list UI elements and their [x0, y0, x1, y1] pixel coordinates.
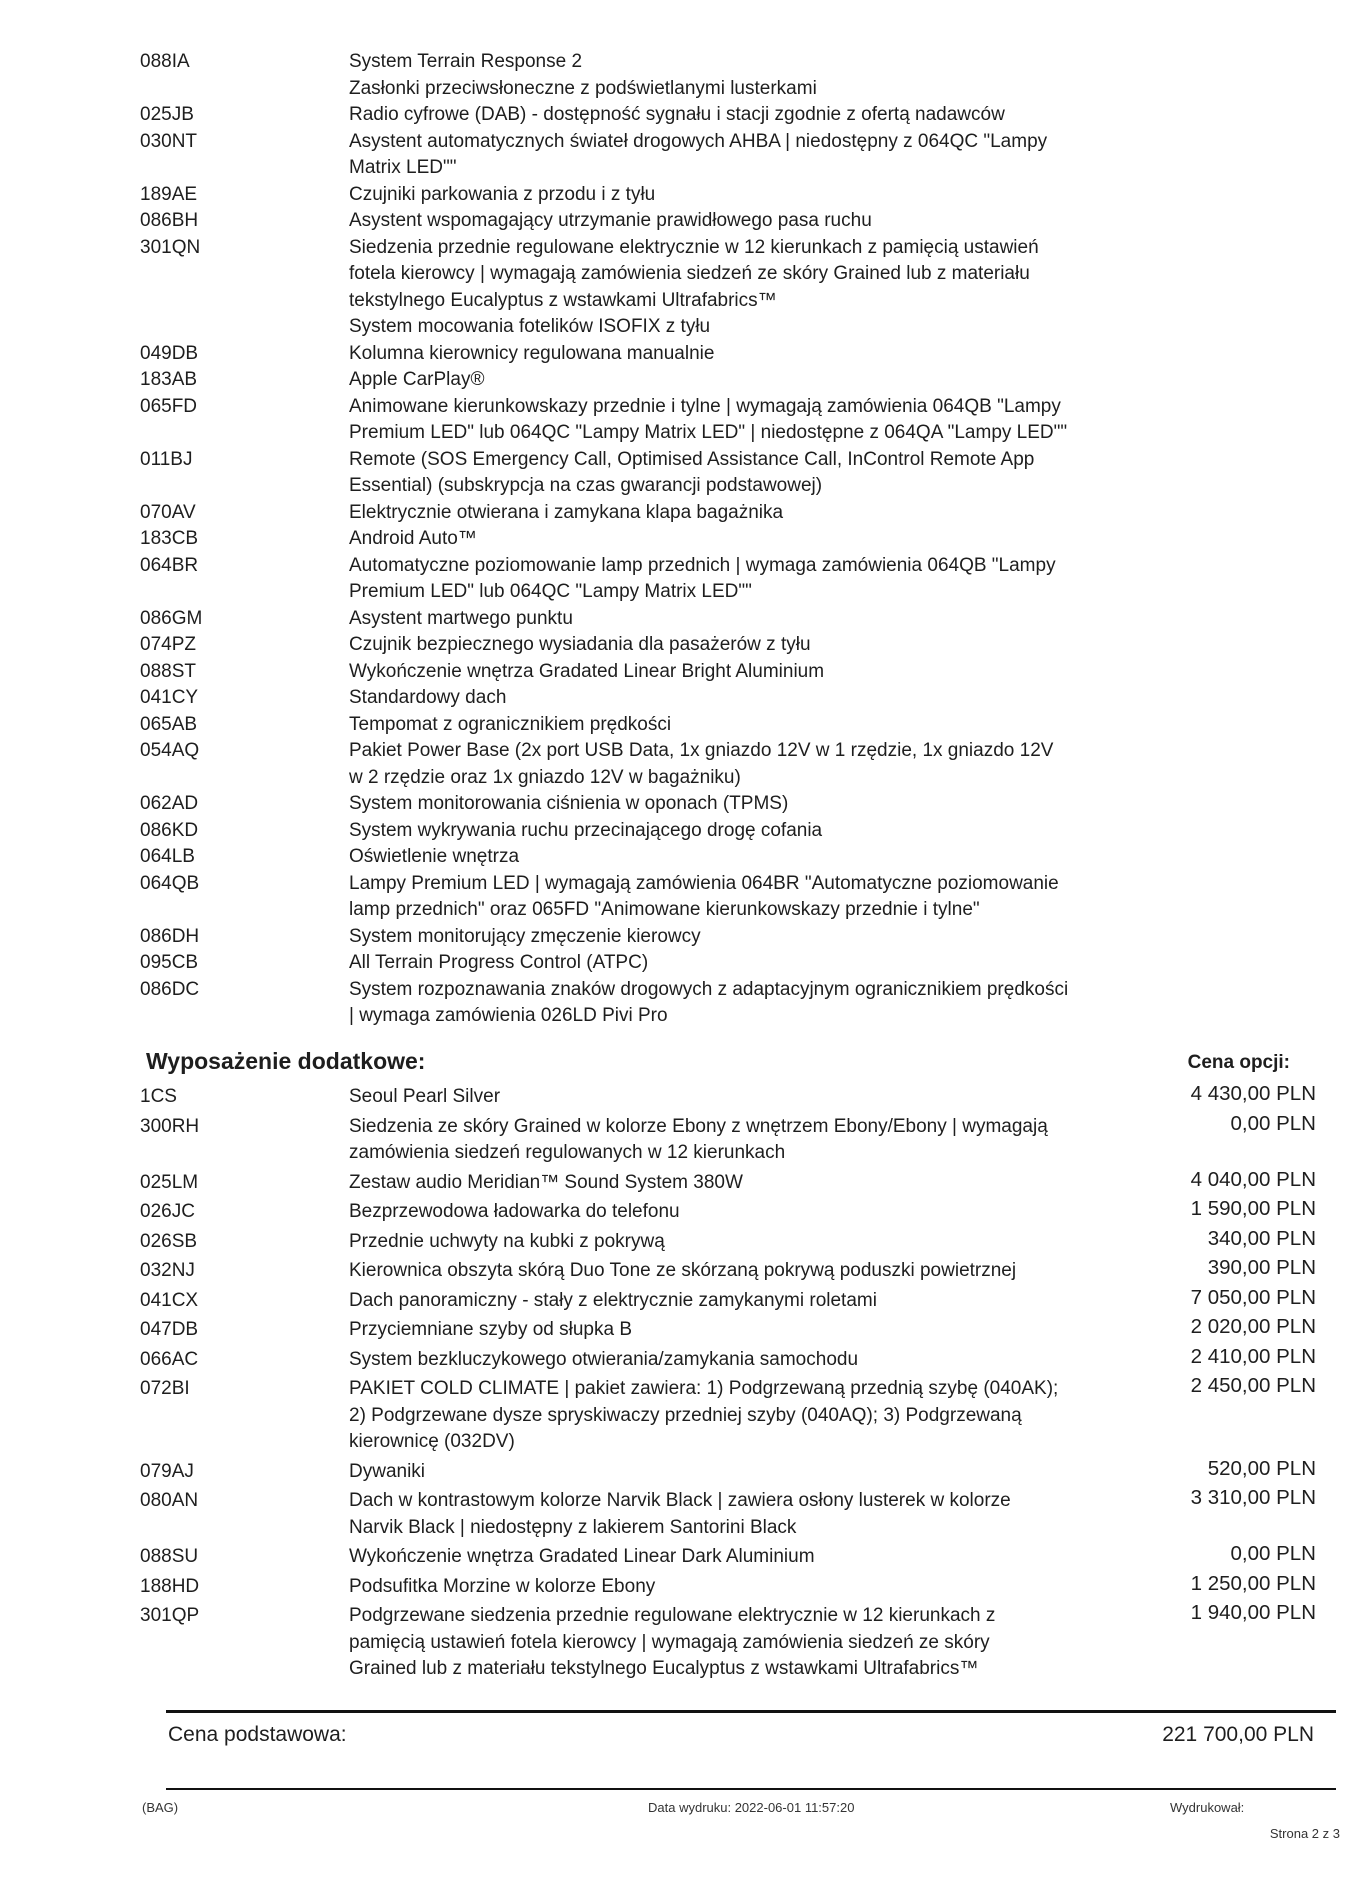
standard-item-description-line: System wykrywania ruchu przecinającego drogę cofania [349, 819, 823, 841]
optional-item-description [349, 1258, 1124, 1285]
standard-item-description-line: fotela kierowcy | wymagają zamówienia siedzeń ze skóry Grained lub z materiału [349, 263, 1030, 284]
optional-item-description-line: Dach w kontrastowym kolorze Narvik Black | zawiera osłony lusterek w kolorze [349, 1490, 1011, 1511]
base-price-label: Cena podstawowa: [168, 1723, 347, 1746]
standard-item-description-line: | wymaga zamówienia 026LD Pivi Pro [349, 1005, 668, 1026]
standard-item-code: 088IA [140, 51, 190, 72]
standard-item-description [349, 844, 1124, 871]
standard-item-description-line: Standardowy dach [349, 687, 507, 708]
optional-item-description-line: Dach panoramiczny - stały z elektrycznie zamykanymi roletami [349, 1289, 877, 1311]
standard-item-description-line: System Terrain Response 2 [349, 51, 583, 72]
footer-separator-line [166, 1788, 1336, 1790]
optional-item-price: 2 450,00 PLN [1190, 1374, 1316, 1397]
standard-item-code: 086KD [140, 819, 199, 841]
standard-item-description-line: Essential) (subskrypcja na czas gwarancji podstawowej) [349, 475, 823, 496]
optional-item-price: 3 310,00 PLN [1190, 1486, 1316, 1509]
standard-item-description-line: tekstylnego Eucalyptus z wstawkami Ultrafabrics™ [349, 289, 777, 311]
standard-item-description [349, 712, 1124, 739]
standard-item-description [349, 341, 1124, 368]
standard-item-description-line: Czujniki parkowania z przodu i z tyłu [349, 183, 656, 205]
standard-item-description [349, 924, 1124, 951]
standard-item-code: 064BR [140, 554, 199, 576]
standard-item-description [349, 659, 1124, 686]
standard-item-description [349, 685, 1124, 712]
optional-item-description [349, 1229, 1124, 1256]
optional-item-description-line: Siedzenia ze skóry Grained w kolorze Ebony z wnętrzem Ebony/Ebony | wymagają [349, 1115, 1048, 1137]
footer-print-date: Data wydruku: 2022-06-01 11:57:20 [648, 1800, 855, 1815]
standard-item-description-line: Radio cyfrowe (DAB) - dostępność sygnału i stacji zgodnie z ofertą nadawców [349, 104, 1005, 125]
optional-item-description-line: Bezprzewodowa ładowarka do telefonu [349, 1201, 680, 1222]
standard-item-description [349, 102, 1124, 129]
optional-item-description-line: kierownicę (032DV) [349, 1431, 515, 1452]
optional-item-code: 026SB [140, 1230, 198, 1252]
standard-item-code: 025JB [140, 104, 194, 125]
optional-item-code: 088SU [140, 1546, 199, 1567]
standard-item-code: 011BJ [140, 448, 193, 470]
optional-item-description-line: Zestaw audio Meridian™ Sound System 380W [349, 1171, 743, 1193]
standard-item-description-line: Premium LED" lub 064QC "Lampy Matrix LED"" [349, 581, 752, 602]
optional-item-code: 066AC [140, 1348, 199, 1370]
standard-item-description [349, 367, 1124, 394]
standard-item-code: 183AB [140, 369, 198, 390]
standard-item-description-line: w 2 rzędzie oraz 1x gniazdo 12V w bagażniku) [349, 766, 741, 788]
standard-item-description [349, 553, 1124, 606]
optional-item-description-line: zamówienia siedzeń regulowanych w 12 kierunkach [349, 1142, 786, 1163]
optional-item-description [349, 1544, 1124, 1571]
optional-item-description [349, 1574, 1124, 1601]
standard-item-description-line: Remote (SOS Emergency Call, Optimised Assistance Call, InControl Remote App [349, 448, 1035, 470]
optional-item-description-line: System bezkluczykowego otwierania/zamykania samochodu [349, 1348, 859, 1370]
optional-item-code: 301QP [140, 1605, 200, 1626]
standard-item-description [349, 818, 1124, 845]
standard-item-description-line: Siedzenia przednie regulowane elektrycznie w 12 kierunkach z pamięcią ustawień [349, 236, 1039, 258]
optional-item-code: 079AJ [140, 1460, 194, 1482]
optional-item-price: 2 410,00 PLN [1190, 1344, 1316, 1368]
standard-item-description [349, 208, 1124, 235]
standard-item-code: 086DC [140, 978, 200, 1000]
standard-item-code: 030NT [140, 130, 198, 152]
standard-item-description-line: System mocowania fotelików ISOFIX z tyłu [349, 316, 711, 337]
standard-item-description-line: Premium LED" lub 064QC "Lampy Matrix LED" | niedostępne z 064QA "Lampy LED"" [349, 422, 1068, 443]
standard-item-description-line: Apple CarPlay® [349, 369, 485, 390]
optional-item-price: 4 430,00 PLN [1190, 1082, 1316, 1105]
standard-item-description-line: System rozpoznawania znaków drogowych z adaptacyjnym ogranicznikiem prędkości [349, 978, 1069, 1000]
optional-item-code: 032NJ [140, 1260, 195, 1281]
optional-item-price: 7 050,00 PLN [1190, 1285, 1316, 1309]
standard-item-code: 041CY [140, 687, 199, 708]
optional-item-price: 1 940,00 PLN [1190, 1601, 1316, 1624]
optional-item-description [349, 1199, 1124, 1226]
standard-item-description [349, 977, 1124, 1030]
optional-item-description-line: pamięcią ustawień fotela kierowcy | wymagają zamówienia siedzeń ze skóry [349, 1631, 990, 1653]
optional-item-description [349, 1114, 1124, 1167]
optional-item-description-line: 2) Podgrzewane dysze spryskiwaczy przedniej szyby (040AQ); 3) Podgrzewaną [349, 1404, 1022, 1426]
optional-item-description-line: Wykończenie wnętrza Gradated Linear Dark Aluminium [349, 1546, 815, 1567]
optional-item-code: 041CX [140, 1289, 199, 1311]
optional-item-price: 340,00 PLN [1207, 1226, 1316, 1250]
standard-item-description-line: Automatyczne poziomowanie lamp przednich | wymaga zamówienia 064QB "Lampy [349, 554, 1056, 576]
optional-item-price: 520,00 PLN [1207, 1456, 1316, 1480]
standard-item-description [349, 500, 1124, 527]
optional-item-description-line: Grained lub z materiału tekstylnego Eucalyptus z wstawkami Ultrafabrics™ [349, 1658, 979, 1679]
standard-item-description-line: lamp przednich" oraz 065FD "Animowane kierunkowskazy przednie i tylne" [349, 899, 980, 920]
optional-item-description [349, 1170, 1124, 1197]
standard-item-description [349, 182, 1124, 209]
standard-item-code: 086GM [140, 607, 203, 629]
standard-item-code: 074PZ [140, 634, 196, 655]
standard-item-code: 049DB [140, 342, 199, 364]
standard-item-description [349, 394, 1124, 447]
standard-item-description-line: Zasłonki przeciwsłoneczne z podświetlanymi lusterkami [349, 77, 817, 99]
optional-item-description [349, 1084, 1124, 1111]
standard-item-code: 062AD [140, 793, 199, 814]
optional-item-price: 0,00 PLN [1230, 1542, 1316, 1565]
standard-item-description-line: Czujnik bezpiecznego wysiadania dla pasażerów z tyłu [349, 634, 811, 655]
standard-item-code: 070AV [140, 501, 196, 523]
standard-item-description-line: Asystent automatycznych świateł drogowych AHBA | niedostępny z 064QC "Lampy [349, 130, 1048, 152]
standard-item-description [349, 314, 1124, 341]
optional-item-description [349, 1347, 1124, 1374]
standard-item-description [349, 632, 1124, 659]
base-price-value: 221 700,00 PLN [1162, 1723, 1314, 1746]
standard-item-code: 054AQ [140, 740, 200, 761]
option-price-header: Cena opcji: [1187, 1052, 1290, 1073]
standard-item-description [349, 235, 1124, 315]
optional-item-price: 390,00 PLN [1207, 1256, 1316, 1279]
standard-item-code: 065FD [140, 395, 198, 417]
standard-item-description-line: Android Auto™ [349, 528, 477, 549]
optional-item-description-line: Przednie uchwyty na kubki z pokrywą [349, 1230, 665, 1252]
optional-equipment-title: Wyposażenie dodatkowe: [146, 1048, 426, 1074]
optional-item-price: 2 020,00 PLN [1190, 1315, 1316, 1338]
standard-item-description-line: All Terrain Progress Control (ATPC) [349, 952, 649, 973]
standard-item-description [349, 447, 1124, 500]
standard-item-code: 064QB [140, 872, 200, 894]
optional-item-description-line: Podsufitka Morzine w kolorze Ebony [349, 1575, 656, 1597]
standard-item-description [349, 76, 1124, 103]
standard-item-description-line: Elektrycznie otwierana i zamykana klapa bagażnika [349, 501, 784, 523]
optional-item-description [349, 1488, 1124, 1541]
optional-item-description [349, 1603, 1124, 1683]
standard-item-description-line: Lampy Premium LED | wymagają zamówienia 064BR "Automatyczne poziomowanie [349, 872, 1059, 894]
optional-item-description-line: Przyciemniane szyby od słupka B [349, 1319, 633, 1340]
standard-item-description-line: Asystent wspomagający utrzymanie prawidłowego pasa ruchu [349, 210, 872, 231]
standard-item-description-line: Wykończenie wnętrza Gradated Linear Bright Aluminium [349, 660, 825, 682]
optional-item-code: 072BI [140, 1378, 190, 1399]
standard-item-description-line: Matrix LED"" [349, 157, 457, 178]
standard-item-description [349, 606, 1124, 633]
standard-item-description-line: Animowane kierunkowskazy przednie i tylne | wymagają zamówienia 064QB "Lampy [349, 395, 1061, 417]
standard-item-code: 095CB [140, 952, 199, 973]
optional-item-price: 1 590,00 PLN [1190, 1197, 1316, 1220]
standard-item-description-line: System monitorujący zmęczenie kierowcy [349, 925, 701, 947]
standard-item-description-line: Tempomat z ogranicznikiem prędkości [349, 713, 672, 735]
optional-item-code: 188HD [140, 1575, 200, 1597]
optional-item-description [349, 1317, 1124, 1344]
optional-item-code: 025LM [140, 1171, 199, 1193]
standard-item-code: 064LB [140, 846, 195, 867]
optional-item-price: 4 040,00 PLN [1190, 1167, 1316, 1191]
optional-item-description-line: Kierownica obszyta skórą Duo Tone ze skórzaną pokrywą poduszki powietrznej [349, 1260, 1017, 1281]
optional-item-code: 047DB [140, 1319, 199, 1340]
optional-item-description-line: Narvik Black | niedostępny z lakierem Santorini Black [349, 1516, 797, 1538]
optional-item-description [349, 1459, 1124, 1486]
standard-item-code: 086DH [140, 925, 200, 947]
optional-item-description-line: Podgrzewane siedzenia przednie regulowane elektrycznie w 12 kierunkach z [349, 1605, 996, 1626]
optional-item-description-line: PAKIET COLD CLIMATE | pakiet zawiera: 1) Podgrzewaną przednią szybę (040AK); [349, 1378, 1059, 1399]
separator-line [166, 1710, 1336, 1713]
optional-item-description-line: Seoul Pearl Silver [349, 1086, 501, 1107]
footer-page-number: Strona 2 z 3 [1269, 1826, 1340, 1841]
standard-item-code: 183CB [140, 528, 199, 549]
optional-item-price: 0,00 PLN [1230, 1111, 1316, 1135]
optional-item-code: 080AN [140, 1490, 199, 1511]
standard-item-description [349, 950, 1124, 977]
standard-item-description-line: Pakiet Power Base (2x port USB Data, 1x gniazdo 12V w 1 rzędzie, 1x gniazdo 12V [349, 740, 1054, 761]
standard-item-description [349, 791, 1124, 818]
footer-printed-by: Wydrukował: [1170, 1800, 1245, 1815]
optional-item-description-line: Dywaniki [349, 1460, 426, 1482]
standard-item-description-line: System monitorowania ciśnienia w oponach (TPMS) [349, 793, 789, 814]
optional-item-description [349, 1376, 1124, 1456]
optional-item-code: 1CS [140, 1086, 177, 1107]
standard-item-description [349, 129, 1124, 182]
standard-item-code: 086BH [140, 210, 199, 231]
standard-item-description [349, 49, 1124, 76]
standard-item-description [349, 738, 1124, 791]
optional-item-code: 026JC [140, 1201, 195, 1222]
optional-item-price: 1 250,00 PLN [1190, 1571, 1316, 1595]
footer-bag: (BAG) [142, 1800, 179, 1815]
standard-item-description-line: Kolumna kierownicy regulowana manualnie [349, 342, 715, 364]
standard-item-code: 088ST [140, 660, 196, 682]
standard-item-description [349, 871, 1124, 924]
optional-item-description [349, 1288, 1124, 1315]
optional-item-code: 300RH [140, 1115, 200, 1137]
standard-item-description-line: Asystent martwego punktu [349, 607, 573, 629]
standard-item-code: 065AB [140, 713, 198, 735]
standard-item-description-line: Oświetlenie wnętrza [349, 846, 520, 867]
standard-item-code: 189AE [140, 183, 198, 205]
standard-item-code: 301QN [140, 236, 201, 258]
standard-item-description [349, 526, 1124, 553]
